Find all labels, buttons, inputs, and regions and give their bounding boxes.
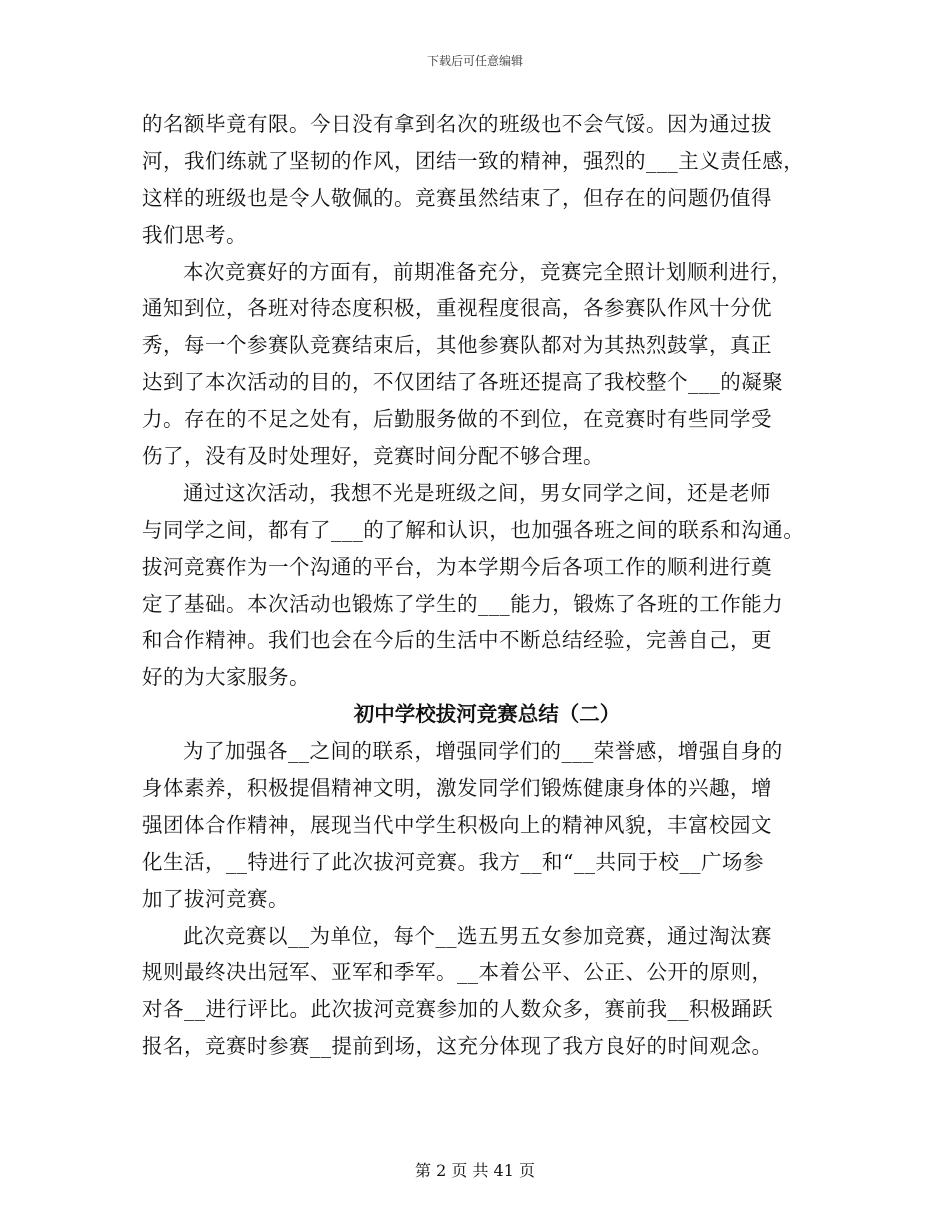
paragraph-line: 拔河竞赛作为一个沟通的平台，为本学期今后各项工作的顺利进行奠 bbox=[142, 554, 772, 579]
paragraph-line: 本次竞赛好的方面有，前期准备充分，竞赛完全照计划顺利进行， bbox=[183, 259, 792, 284]
paragraph-line: 通过这次活动，我想不光是班级之间，男女同学之间，还是老师 bbox=[183, 480, 771, 505]
page-number: 第 2 页 共 41 页 bbox=[415, 1161, 535, 1180]
paragraph-line: 定了基础。本次活动也锻炼了学生的___能力，锻炼了各班的工作能力 bbox=[142, 591, 784, 616]
document-body bbox=[142, 106, 832, 1065]
paragraph-line: 河，我们练就了坚韧的作风，团结一致的精神，强烈的___主义责任感， bbox=[142, 148, 805, 173]
paragraph-line: 秀，每一个参赛队竞赛结束后，其他参赛队都对为其热烈鼓掌，真正 bbox=[142, 333, 772, 358]
paragraph-line: 化生活，__特进行了此次拔河竞赛。我方__和“__共同于校__广场参 bbox=[142, 849, 764, 874]
paragraph-line: 规则最终决出冠军、亚军和季军。__本着公平、公正、公开的原则， bbox=[142, 960, 773, 985]
paragraph-line: 伤了，没有及时处理好，竞赛时间分配不够合理。 bbox=[142, 444, 604, 469]
paragraph-line: 我们思考。 bbox=[142, 222, 247, 247]
paragraph-line: 达到了本次活动的目的，不仅团结了各班还提高了我校整个___的凝聚 bbox=[142, 370, 784, 395]
paragraph-line: 好的为大家服务。 bbox=[142, 665, 310, 690]
paragraph-line: 加了拔河竞赛。 bbox=[142, 886, 289, 911]
paragraph-line: 这样的班级也是令人敬佩的。竞赛虽然结束了，但存在的问题仍值得 bbox=[142, 185, 772, 210]
section-title: 初中学校拔河竞赛总结（二） bbox=[353, 702, 621, 727]
page-header: 下载后可任意编辑 bbox=[426, 54, 523, 68]
paragraph-line: 通知到位，各班对待态度积极，重视程度很高，各参赛队作风十分优 bbox=[142, 296, 772, 321]
paragraph-line: 报名，竞赛时参赛__提前到场，这充分体现了我方良好的时间观念。 bbox=[142, 1034, 773, 1059]
paragraph-line: 为了加强各__之间的联系，增强同学们的___荣誉感，增强自身的 bbox=[183, 739, 783, 764]
paragraph-line: 强团体合作精神，展现当代中学生积极向上的精神风貌，丰富校园文 bbox=[142, 812, 772, 837]
paragraph-line: 和合作精神。我们也会在今后的生活中不断总结经验，完善自己，更 bbox=[142, 628, 772, 653]
paragraph-line: 身体素养，积极提倡精神文明，激发同学们锻炼健康身体的兴趣，增 bbox=[142, 776, 772, 801]
paragraph-line: 对各__进行评比。此次拔河竞赛参加的人数众多，赛前我__积极踊跃 bbox=[142, 997, 773, 1022]
paragraph-line: 与同学之间，都有了___的了解和认识，也加强各班之间的联系和沟通。 bbox=[142, 517, 805, 542]
paragraph-line: 的名额毕竟有限。今日没有拿到名次的班级也不会气馁。因为通过拔 bbox=[142, 112, 772, 136]
paragraph-line: 此次竞赛以__为单位，每个__选五男五女参加竞赛，通过淘汰赛 bbox=[183, 923, 772, 948]
paragraph-line: 力。存在的不足之处有，后勤服务做的不到位，在竞赛时有些同学受 bbox=[142, 407, 772, 432]
